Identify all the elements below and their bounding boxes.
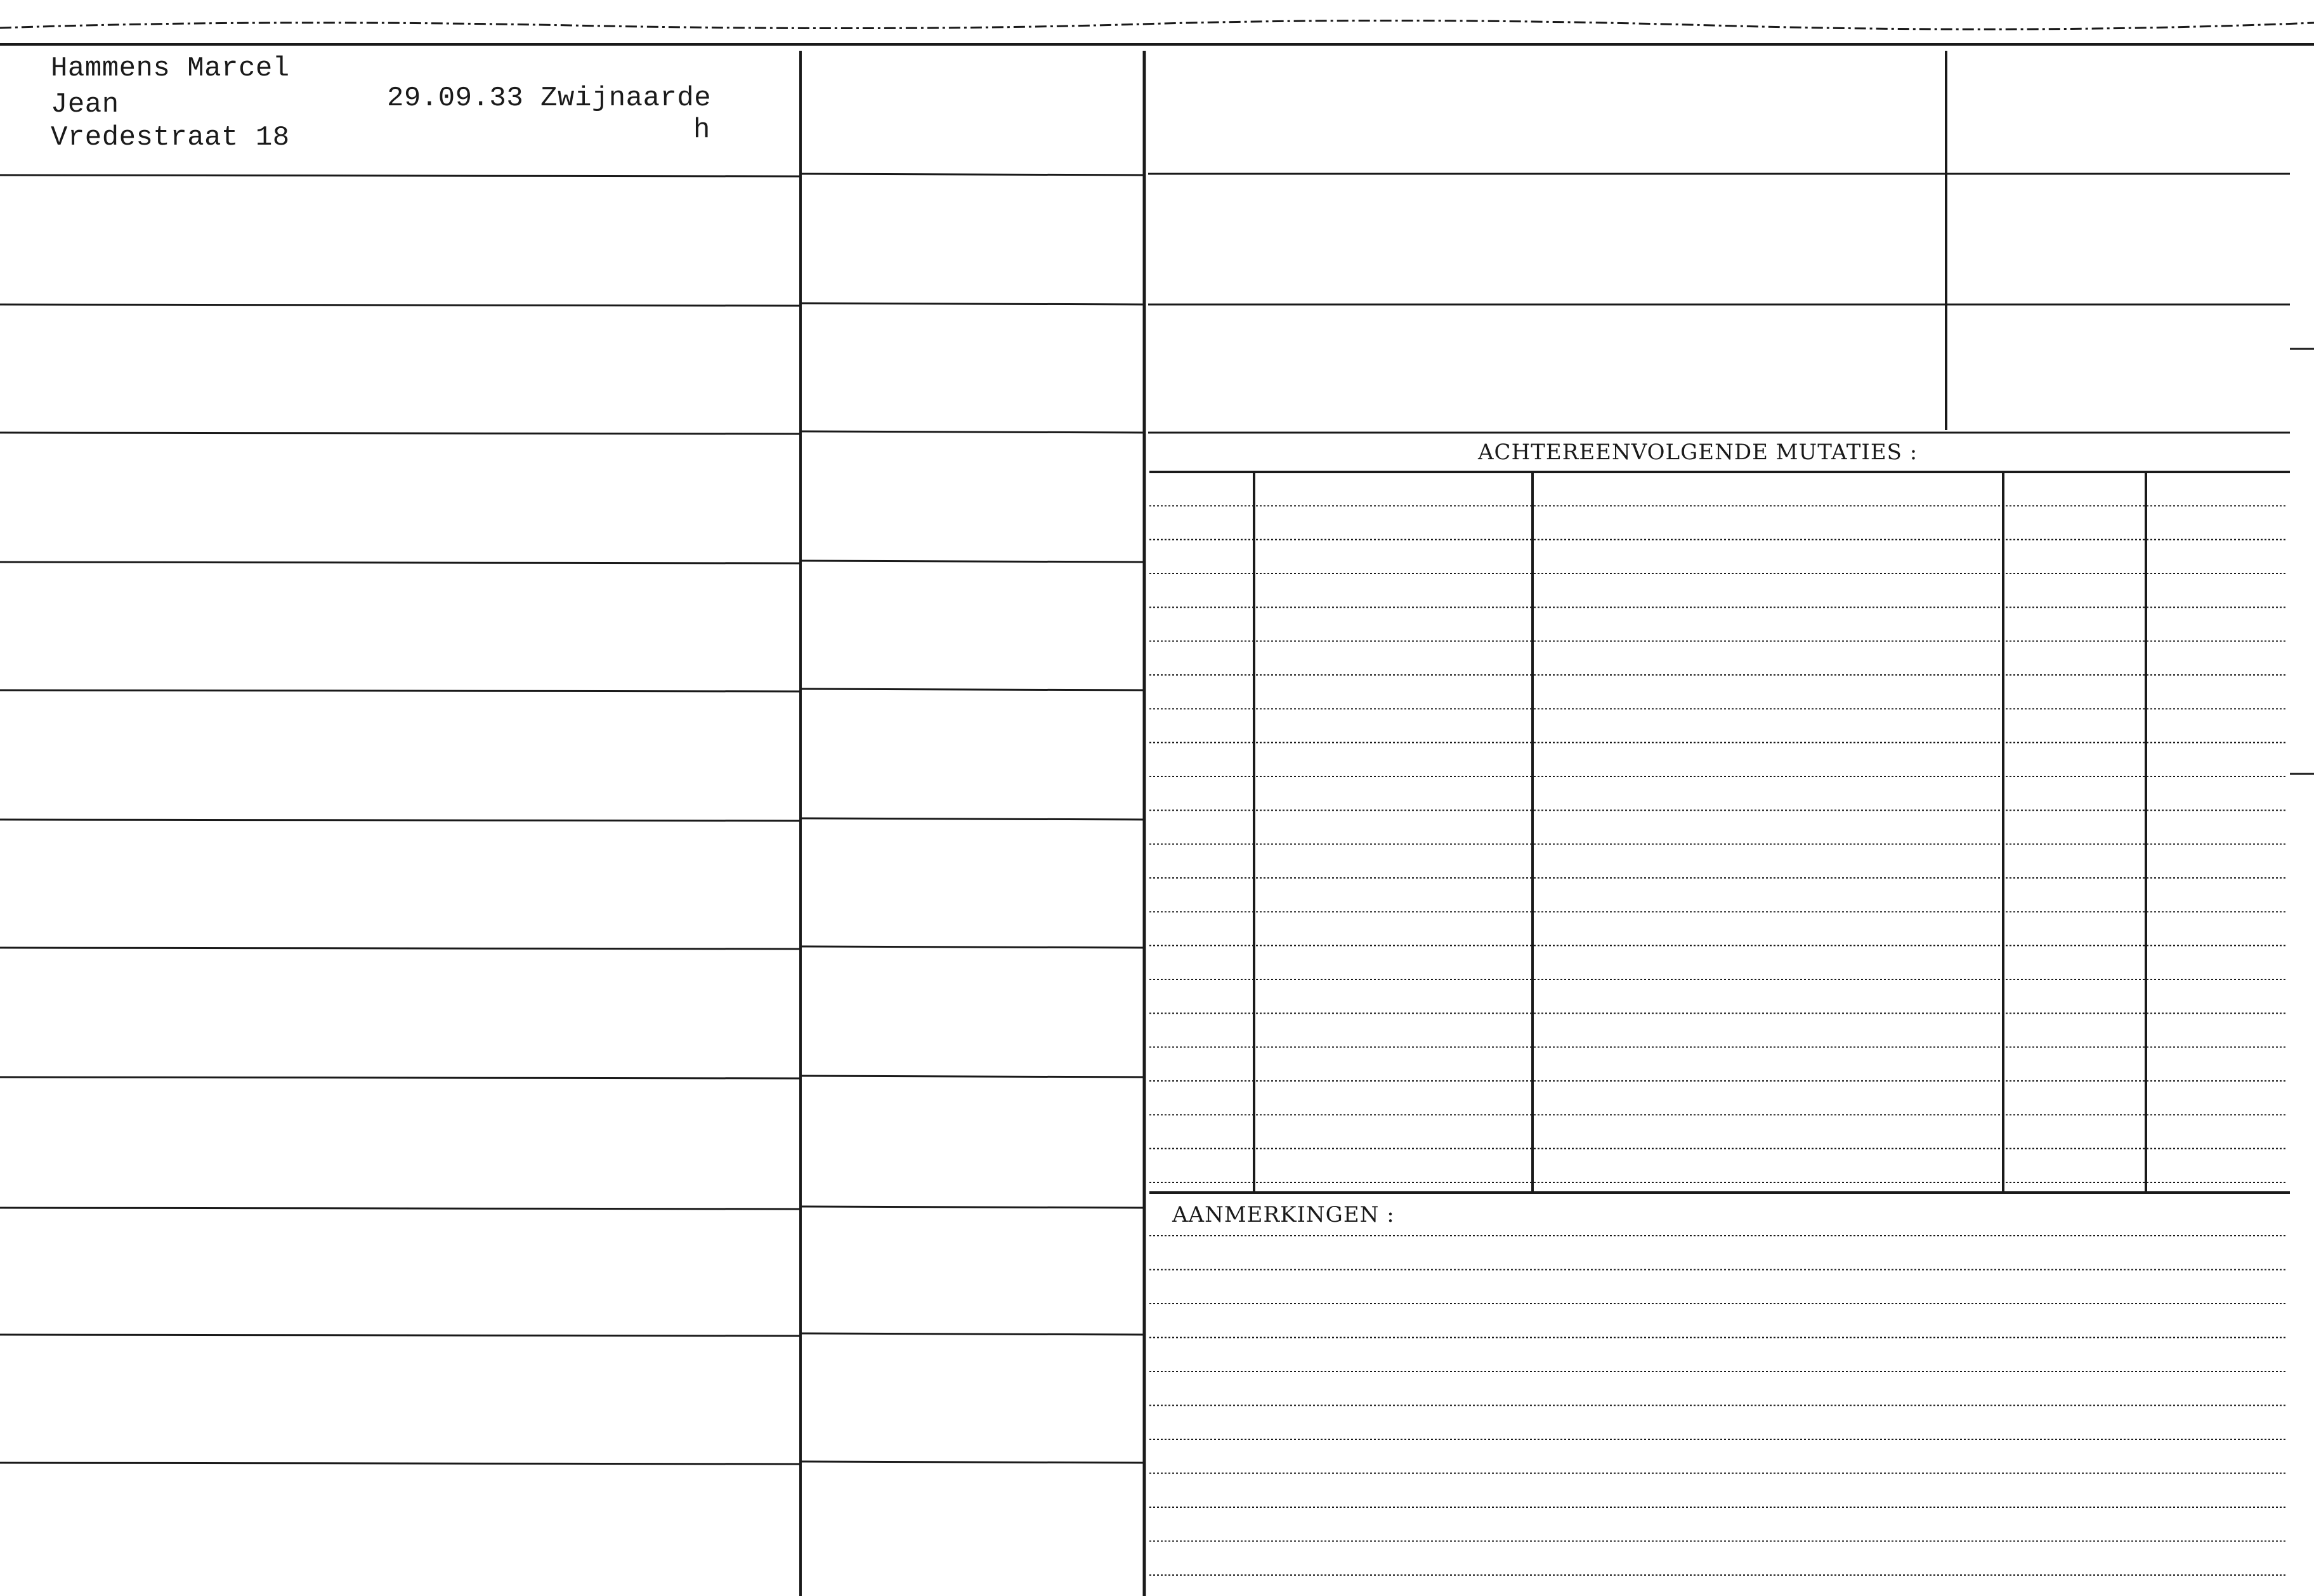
middle-row-line	[801, 689, 1144, 690]
left-row-line	[0, 690, 801, 691]
left-row-line	[0, 562, 801, 563]
left-row-line	[0, 1463, 801, 1464]
left-row-line	[0, 1335, 801, 1336]
middle-row-line	[801, 1207, 1144, 1208]
middle-row-line	[801, 303, 1144, 304]
middle-row-line	[801, 431, 1144, 433]
middle-row-line	[801, 174, 1144, 175]
surname-firstname: Hammens Marcel	[51, 53, 290, 84]
mutations-table	[1149, 472, 2290, 1193]
left-row-line	[0, 304, 801, 306]
left-row-line	[0, 175, 801, 176]
middle-row-line	[801, 561, 1144, 562]
middle-row-line	[801, 1462, 1144, 1463]
middle-row-line	[801, 1333, 1144, 1335]
sex-marker: h	[693, 114, 710, 146]
right-top-row-lines	[1148, 174, 2290, 433]
remarks-heading: AANMERKINGEN :	[1172, 1202, 1395, 1227]
address: Vredestraat 18	[51, 122, 290, 154]
left-row-lines	[0, 174, 1144, 1464]
left-row-line	[0, 948, 801, 949]
torn-top-edge	[0, 20, 2314, 29]
left-row-line	[0, 1208, 801, 1209]
left-row-line	[0, 1077, 801, 1078]
middle-row-line	[801, 946, 1144, 948]
middle-row-line	[801, 818, 1144, 820]
middle-row-line	[801, 1076, 1144, 1077]
mutations-heading: ACHTEREENVOLGENDE MUTATIES :	[1478, 440, 1918, 465]
second-name: Jean	[51, 89, 119, 121]
birth-date-and-place: 29.09.33 Zwijnaarde	[387, 82, 712, 114]
left-row-line	[0, 433, 801, 434]
remarks-lines	[1149, 1236, 2287, 1575]
left-row-line	[0, 820, 801, 821]
